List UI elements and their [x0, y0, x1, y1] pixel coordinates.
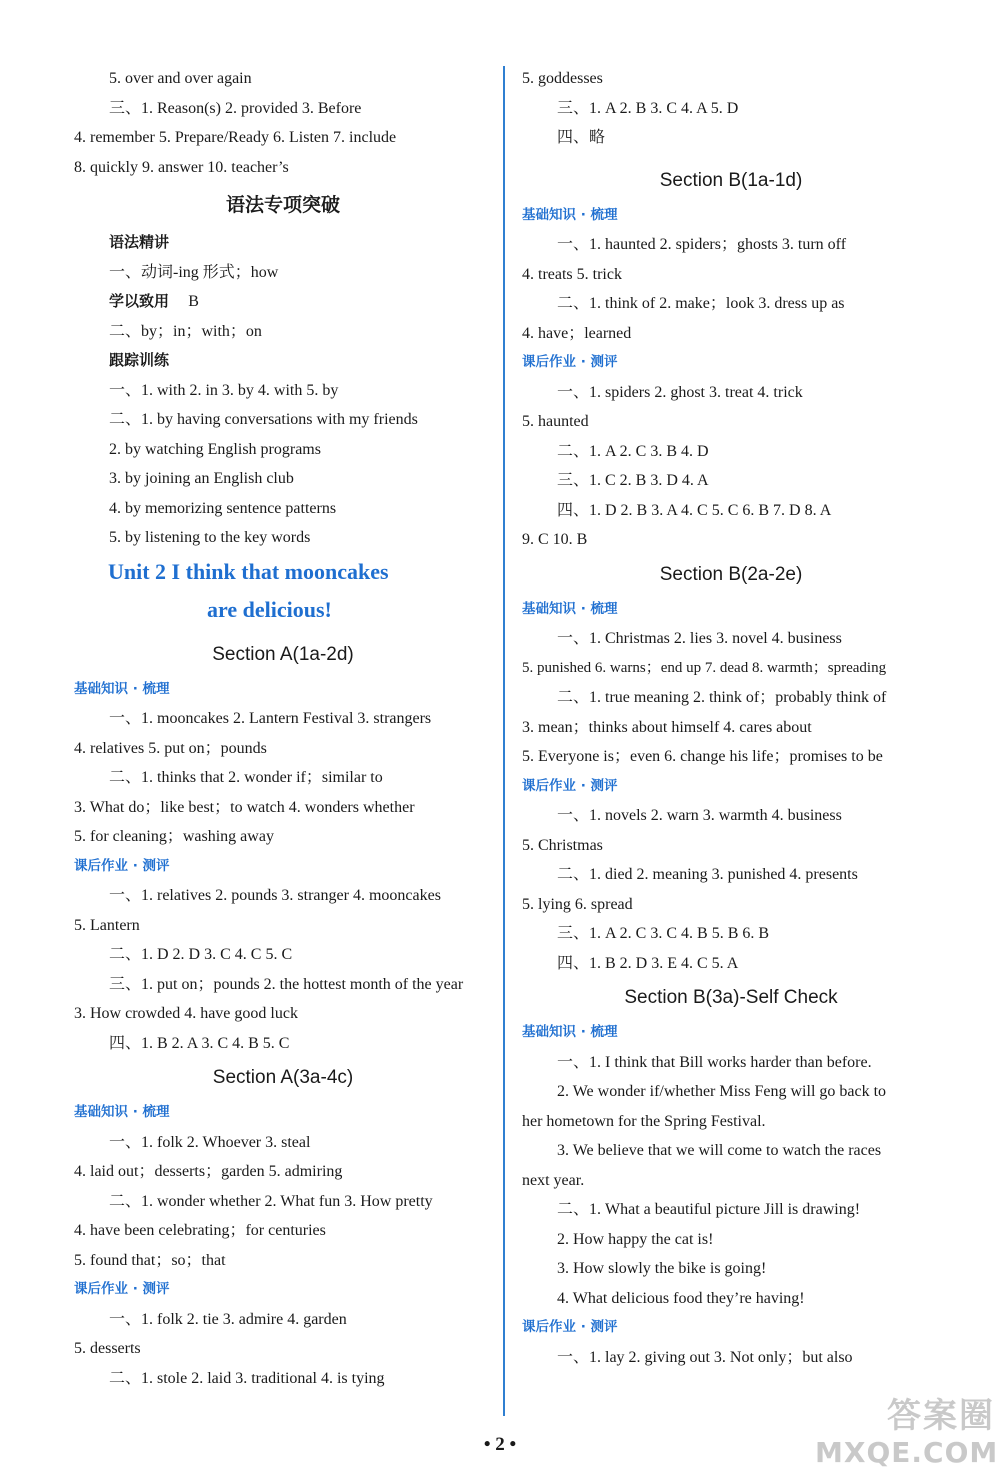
answer-line: 一、1. relatives 2. pounds 3. stranger 4. mooncakes [109, 887, 441, 904]
answer-line: 四、1. B 2. D 3. E 4. C 5. A [557, 954, 739, 972]
answer-line: 2. We wonder if/whether Miss Feng will go back to [557, 1083, 887, 1100]
answer-line: 4. have been celebrating；for centuries [74, 1222, 326, 1239]
answer-line: 二、by；in；with；on [109, 322, 262, 340]
watermark-text: 答案圈 [887, 1396, 995, 1436]
answer-line: 5. desserts [74, 1340, 141, 1357]
grammar-subheading: 跟踪训练 [109, 351, 170, 369]
answer-line: 二、1. stole 2. laid 3. traditional 4. is tying [109, 1369, 385, 1387]
answer-line: 一、1. novels 2. warn 3. warmth 4. business [557, 807, 842, 824]
answer-line: 5. over and over again [109, 70, 252, 87]
answer-line: 一、1. lay 2. giving out 3. Not only；but also [557, 1348, 853, 1366]
answer-line: 三、1. Reason(s) 2. provided 3. Before [109, 99, 362, 117]
answer-line: 9. C 10. B [522, 531, 588, 548]
section-title: Section B(3a)-Self Check [624, 987, 838, 1008]
section-title: Section A(3a-4c) [212, 1067, 354, 1088]
section-tag: 基础知识 · 梳理 [74, 680, 170, 697]
answer-line: 四、1. B 2. A 3. C 4. B 5. C [109, 1034, 290, 1052]
answer-line: 5. found that；so；that [74, 1251, 226, 1269]
subheading-answer: B [188, 293, 199, 310]
answer-line: 5. punished 6. warns；end up 7. dead 8. warmth；spreading [522, 659, 887, 676]
answer-line: 一、1. haunted 2. spiders；ghosts 3. turn off [557, 236, 847, 253]
answer-line: 二、1. died 2. meaning 3. punished 4. presents [557, 866, 858, 883]
answer-line: 3. What do；like best；to watch 4. wonders whether [74, 798, 415, 816]
answer-line: 4. remember 5. Prepare/Ready 6. Listen 7. include [74, 129, 397, 146]
answer-line: 3. We believe that we will come to watch the races [557, 1142, 882, 1159]
answer-line: 二、1. A 2. C 3. B 4. D [557, 442, 709, 460]
grammar-subheading: 语法精讲 [109, 233, 170, 251]
answer-line: 二、1. think of 2. make；look 3. dress up as [557, 295, 845, 312]
answer-line: 4. by memorizing sentence patterns [109, 499, 337, 517]
grammar-section-title: 语法专项突破 [225, 194, 340, 216]
answer-line: 二、1. thinks that 2. wonder if；similar to [109, 769, 383, 786]
answer-line: 一、1. spiders 2. ghost 3. treat 4. trick [557, 383, 803, 401]
answer-line: 三、1. put on；pounds 2. the hottest month of the year [109, 975, 464, 993]
answer-line: 2. by watching English programs [109, 440, 321, 458]
answer-line: 3. How crowded 4. have good luck [74, 1005, 298, 1022]
answer-line: 2. How happy the cat is! [557, 1230, 714, 1248]
answer-line: 4. treats 5. trick [522, 265, 622, 283]
answer-line: 一、1. mooncakes 2. Lantern Festival 3. strangers [109, 710, 432, 727]
section-tag: 基础知识 · 梳理 [74, 1104, 170, 1120]
section-tag: 基础知识 · 梳理 [522, 1024, 618, 1040]
answer-line: 5. haunted [522, 413, 589, 430]
subheading-label: 学以致用 [109, 292, 170, 310]
answer-line: 5. Everyone is；even 6. change his life；promises to be [522, 748, 883, 765]
left-column [74, 64, 492, 1393]
answer-line: next year. [522, 1171, 585, 1189]
answer-line: 二、1. true meaning 2. think of；probably think of [557, 689, 887, 706]
answer-line: 5. lying 6. spread [522, 895, 633, 913]
section-tag: 基础知识 · 梳理 [522, 600, 618, 617]
answer-line: 四、1. D 2. B 3. A 4. C 5. C 6. B 7. D 8. A [557, 501, 832, 519]
section-title: Section B(2a-2e) [659, 563, 803, 585]
answer-line: 一、1. I think that Bill works harder than before. [557, 1053, 872, 1071]
answer-line: 5. Lantern [74, 916, 140, 934]
answer-line: 二、1. What a beautiful picture Jill is drawing! [557, 1201, 861, 1218]
unit-title-cont: are delicious! [207, 596, 332, 622]
answer-line: 一、1. folk 2. Whoever 3. steal [109, 1133, 311, 1151]
answer-line: 三、1. C 2. B 3. D 4. A [557, 472, 709, 489]
answer-line: 3. mean；thinks about himself 4. cares about [522, 718, 812, 736]
answer-line: 4. laid out；desserts；garden 5. admiring [74, 1163, 343, 1180]
answer-line: 3. by joining an English club [109, 470, 294, 487]
section-tag: 基础知识 · 梳理 [522, 206, 618, 223]
answer-line: 一、1. with 2. in 3. by 4. with 5. by [109, 381, 339, 399]
right-column [522, 64, 940, 1372]
answer-line: 5. Christmas [522, 836, 603, 854]
page-number: • 2 • [483, 1434, 517, 1455]
answer-line: 二、1. D 2. D 3. C 4. C 5. C [109, 946, 293, 963]
answer-line: 四、略 [557, 129, 606, 146]
answer-line: 8. quickly 9. answer 10. teacher’s [74, 158, 289, 176]
answer-line: 三、1. A 2. C 3. C 4. B 5. B 6. B [557, 925, 770, 942]
answer-line: 4. have；learned [522, 324, 632, 342]
watermark-url: MXQE.COM [815, 1436, 999, 1469]
answer-line: 5. goddesses [522, 70, 603, 87]
column-divider [503, 66, 505, 1416]
answer-line: 一、1. Christmas 2. lies 3. novel 4. business [557, 630, 842, 647]
answer-line: 三、1. A 2. B 3. C 4. A 5. D [557, 99, 739, 117]
section-tag: 课后作业 · 测评 [74, 857, 170, 874]
section-tag: 课后作业 · 测评 [74, 1281, 170, 1297]
grammar-subheading [74, 287, 492, 317]
answer-line: 4. What delicious food they’re having! [557, 1289, 805, 1307]
answer-line: 二、1. wonder whether 2. What fun 3. How pretty [109, 1192, 433, 1210]
section-title: Section B(1a-1d) [659, 169, 803, 191]
answer-line: 一、动词-ing 形式；how [109, 263, 279, 281]
answer-line: 3. How slowly the bike is going! [557, 1260, 767, 1277]
section-tag: 课后作业 · 测评 [522, 777, 618, 794]
section-tag: 课后作业 · 测评 [522, 354, 618, 370]
answer-line: 5. by listening to the key words [109, 529, 311, 546]
section-title: Section A(1a-2d) [212, 643, 354, 665]
watermark-logo [815, 1396, 999, 1476]
unit-title: Unit 2 I think that mooncakes [108, 558, 389, 584]
answer-line: her hometown for the Spring Festival. [522, 1112, 766, 1130]
answer-line: 4. relatives 5. put on；pounds [74, 739, 267, 757]
answer-line: 二、1. by having conversations with my friends [109, 411, 418, 428]
answer-line: 一、1. folk 2. tie 3. admire 4. garden [109, 1310, 347, 1328]
answer-line: 5. for cleaning；washing away [74, 828, 274, 845]
section-tag: 课后作业 · 测评 [522, 1319, 618, 1335]
